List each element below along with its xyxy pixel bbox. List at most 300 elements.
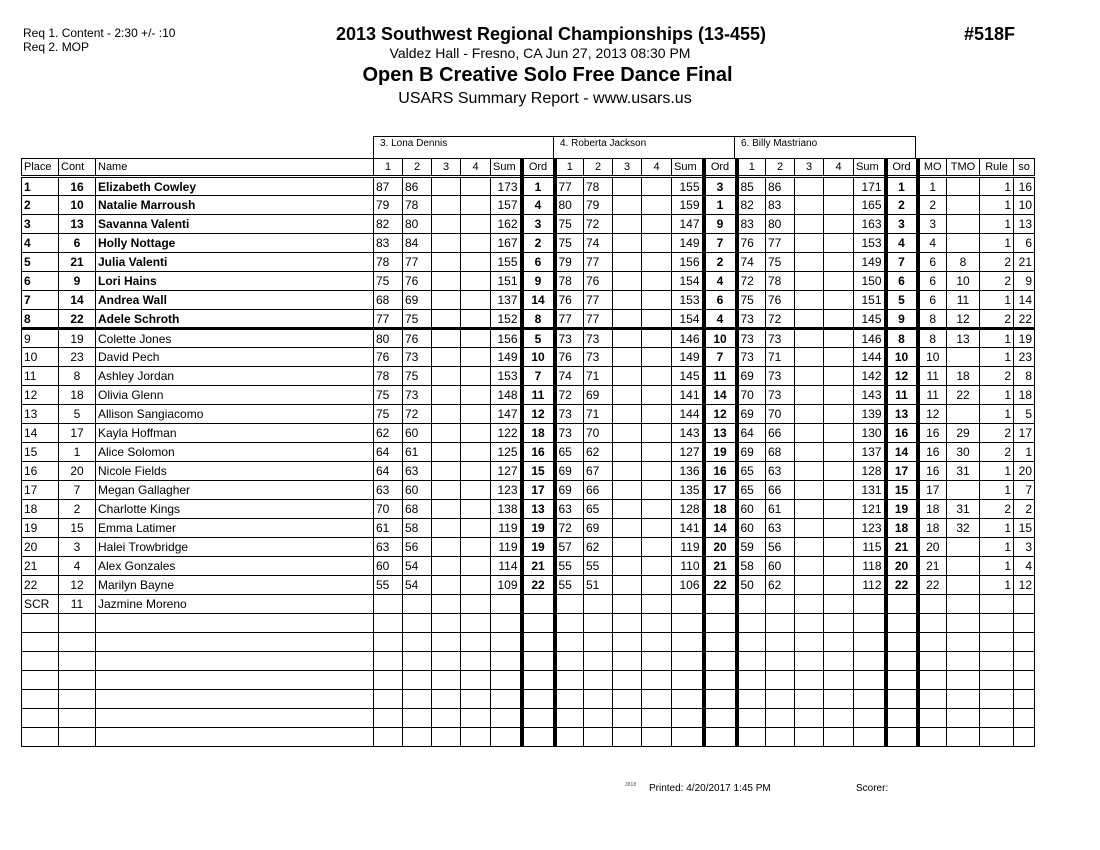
blank-cell bbox=[374, 690, 403, 709]
tmo-cell: 31 bbox=[947, 462, 980, 481]
score-3-cell bbox=[432, 462, 461, 481]
score-1-cell: 82 bbox=[374, 215, 403, 234]
score-3-cell bbox=[432, 177, 461, 196]
blank-cell bbox=[947, 633, 980, 652]
blank-cell bbox=[432, 690, 461, 709]
sum-cell: 144 bbox=[854, 348, 886, 367]
score-2-cell: 80 bbox=[403, 215, 432, 234]
score-1-cell: 72 bbox=[555, 386, 584, 405]
blank-row bbox=[22, 690, 1035, 709]
col-j3-ord: Ord bbox=[886, 159, 918, 177]
ordinal-cell: 7 bbox=[522, 367, 555, 386]
table-row bbox=[22, 500, 1035, 519]
col-j1-s3: 3 bbox=[432, 159, 461, 177]
blank-cell bbox=[96, 652, 374, 671]
tmo-cell bbox=[947, 177, 980, 196]
sum-cell: 110 bbox=[672, 557, 704, 576]
score-1-cell bbox=[555, 595, 584, 614]
event-number: #518F bbox=[964, 24, 1016, 44]
score-4-cell bbox=[461, 329, 491, 348]
blank-cell bbox=[704, 728, 737, 747]
tmo-cell: 10 bbox=[947, 272, 980, 291]
sum-cell: 112 bbox=[854, 576, 886, 595]
name-cell: Elizabeth Cowley bbox=[96, 177, 374, 196]
name-cell: Marilyn Bayne bbox=[96, 576, 374, 595]
score-4-cell bbox=[642, 576, 672, 595]
sum-cell: 142 bbox=[854, 367, 886, 386]
place-cell: 3 bbox=[22, 215, 59, 234]
mo-cell: 16 bbox=[918, 443, 947, 462]
so-cell: 8 bbox=[1014, 367, 1035, 386]
score-3-cell bbox=[613, 576, 642, 595]
score-1-cell: 55 bbox=[374, 576, 403, 595]
score-2-cell: 75 bbox=[766, 253, 795, 272]
score-4-cell bbox=[824, 424, 854, 443]
sum-cell: 151 bbox=[854, 291, 886, 310]
place-cell: 1 bbox=[22, 177, 59, 196]
blank-cell bbox=[947, 671, 980, 690]
sum-cell: 155 bbox=[491, 253, 522, 272]
table-row bbox=[22, 272, 1035, 291]
blank-cell bbox=[522, 709, 555, 728]
ordinal-cell: 9 bbox=[522, 272, 555, 291]
cont-cell: 19 bbox=[59, 329, 96, 348]
col-j2-s1: 1 bbox=[555, 159, 584, 177]
score-1-cell: 75 bbox=[374, 405, 403, 424]
score-4-cell bbox=[642, 272, 672, 291]
score-2-cell: 60 bbox=[403, 481, 432, 500]
score-4-cell bbox=[824, 462, 854, 481]
ordinal-cell: 4 bbox=[886, 234, 918, 253]
score-4-cell bbox=[461, 234, 491, 253]
so-cell: 23 bbox=[1014, 348, 1035, 367]
score-3-cell bbox=[432, 500, 461, 519]
score-2-cell: 76 bbox=[403, 272, 432, 291]
ordinal-cell: 14 bbox=[522, 291, 555, 310]
score-3-cell bbox=[432, 272, 461, 291]
so-cell: 2 bbox=[1014, 500, 1035, 519]
score-1-cell: 72 bbox=[737, 272, 766, 291]
score-4-cell bbox=[642, 367, 672, 386]
score-4-cell bbox=[642, 196, 672, 215]
place-cell: SCR bbox=[22, 595, 59, 614]
so-cell: 21 bbox=[1014, 253, 1035, 272]
table-row bbox=[22, 443, 1035, 462]
score-4-cell bbox=[461, 348, 491, 367]
blank-cell bbox=[642, 633, 672, 652]
requirement-1: Req 1. Content - 2:30 +/- :10 bbox=[23, 26, 176, 40]
ordinal-cell: 18 bbox=[886, 519, 918, 538]
blank-cell bbox=[672, 671, 704, 690]
mo-cell: 8 bbox=[918, 329, 947, 348]
name-cell: Lori Hains bbox=[96, 272, 374, 291]
score-4-cell bbox=[461, 386, 491, 405]
ordinal-cell: 12 bbox=[704, 405, 737, 424]
blank-cell bbox=[918, 728, 947, 747]
name-cell: Allison Sangiacomo bbox=[96, 405, 374, 424]
score-3-cell bbox=[613, 538, 642, 557]
blank-cell bbox=[374, 652, 403, 671]
blank-cell bbox=[795, 671, 824, 690]
blank-cell bbox=[795, 633, 824, 652]
score-3-cell bbox=[432, 253, 461, 272]
sum-cell: 153 bbox=[491, 367, 522, 386]
score-4-cell bbox=[824, 481, 854, 500]
sum-cell: 156 bbox=[491, 329, 522, 348]
score-2-cell: 54 bbox=[403, 557, 432, 576]
ordinal-cell: 2 bbox=[704, 253, 737, 272]
score-3-cell bbox=[795, 538, 824, 557]
sum-cell: 138 bbox=[491, 500, 522, 519]
score-1-cell: 76 bbox=[737, 234, 766, 253]
table-row bbox=[22, 367, 1035, 386]
mo-cell: 10 bbox=[918, 348, 947, 367]
sum-cell: 115 bbox=[854, 538, 886, 557]
tmo-cell: 12 bbox=[947, 310, 980, 329]
mo-cell: 18 bbox=[918, 519, 947, 538]
score-2-cell: 80 bbox=[766, 215, 795, 234]
score-2-cell: 69 bbox=[584, 386, 613, 405]
ordinal-cell: 11 bbox=[886, 386, 918, 405]
ordinal-cell: 18 bbox=[704, 500, 737, 519]
blank-cell bbox=[704, 614, 737, 633]
score-2-cell: 54 bbox=[403, 576, 432, 595]
score-3-cell bbox=[795, 348, 824, 367]
score-1-cell: 80 bbox=[374, 329, 403, 348]
score-4-cell bbox=[824, 519, 854, 538]
ordinal-cell: 4 bbox=[522, 196, 555, 215]
blank-cell bbox=[22, 671, 59, 690]
blank-cell bbox=[642, 652, 672, 671]
name-cell: Charlotte Kings bbox=[96, 500, 374, 519]
tmo-cell: 8 bbox=[947, 253, 980, 272]
sum-cell: 167 bbox=[491, 234, 522, 253]
blank-cell bbox=[555, 709, 584, 728]
score-2-cell: 58 bbox=[403, 519, 432, 538]
blank-cell bbox=[766, 728, 795, 747]
score-2-cell bbox=[403, 595, 432, 614]
score-3-cell bbox=[613, 481, 642, 500]
blank-cell bbox=[766, 652, 795, 671]
table-row bbox=[22, 462, 1035, 481]
score-2-cell: 83 bbox=[766, 196, 795, 215]
score-2-cell: 63 bbox=[403, 462, 432, 481]
score-2-cell: 75 bbox=[403, 367, 432, 386]
place-cell: 7 bbox=[22, 291, 59, 310]
score-3-cell bbox=[613, 234, 642, 253]
place-cell: 8 bbox=[22, 310, 59, 329]
blank-cell bbox=[522, 633, 555, 652]
score-2-cell: 73 bbox=[766, 367, 795, 386]
mo-cell: 18 bbox=[918, 500, 947, 519]
score-3-cell bbox=[795, 177, 824, 196]
requirement-2: Req 2. MOP bbox=[23, 40, 90, 54]
blank-row bbox=[22, 614, 1035, 633]
sum-cell: 128 bbox=[672, 500, 704, 519]
score-3-cell bbox=[432, 576, 461, 595]
score-3-cell bbox=[795, 215, 824, 234]
sum-cell: 118 bbox=[854, 557, 886, 576]
blank-cell bbox=[22, 633, 59, 652]
so-cell bbox=[1014, 595, 1035, 614]
ordinal-cell: 18 bbox=[522, 424, 555, 443]
score-4-cell bbox=[824, 500, 854, 519]
blank-cell bbox=[980, 728, 1014, 747]
blank-cell bbox=[886, 652, 918, 671]
rule-cell: 1 bbox=[980, 519, 1014, 538]
score-1-cell: 60 bbox=[737, 500, 766, 519]
rule-cell bbox=[980, 595, 1014, 614]
blank-cell bbox=[737, 633, 766, 652]
score-4-cell bbox=[642, 481, 672, 500]
place-cell: 6 bbox=[22, 272, 59, 291]
blank-cell bbox=[555, 633, 584, 652]
score-3-cell bbox=[613, 443, 642, 462]
sum-cell: 165 bbox=[854, 196, 886, 215]
ordinal-cell: 16 bbox=[522, 443, 555, 462]
score-1-cell: 63 bbox=[555, 500, 584, 519]
tmo-cell: 32 bbox=[947, 519, 980, 538]
score-4-cell bbox=[461, 481, 491, 500]
ordinal-cell: 19 bbox=[704, 443, 737, 462]
blank-cell bbox=[432, 614, 461, 633]
score-2-cell: 55 bbox=[584, 557, 613, 576]
blank-cell bbox=[947, 690, 980, 709]
blank-cell bbox=[704, 671, 737, 690]
tmo-cell bbox=[947, 557, 980, 576]
score-1-cell: 64 bbox=[737, 424, 766, 443]
score-1-cell: 77 bbox=[555, 310, 584, 329]
table-row bbox=[22, 481, 1035, 500]
sum-cell: 149 bbox=[491, 348, 522, 367]
score-4-cell bbox=[824, 329, 854, 348]
rule-cell: 1 bbox=[980, 348, 1014, 367]
sum-cell: 156 bbox=[672, 253, 704, 272]
score-4-cell bbox=[642, 386, 672, 405]
score-4-cell bbox=[461, 291, 491, 310]
score-3-cell bbox=[613, 386, 642, 405]
score-3-cell bbox=[795, 367, 824, 386]
blank-cell bbox=[980, 671, 1014, 690]
col-so: so bbox=[1014, 159, 1035, 177]
rule-cell: 1 bbox=[980, 557, 1014, 576]
tmo-cell: 11 bbox=[947, 291, 980, 310]
cont-cell: 3 bbox=[59, 538, 96, 557]
score-1-cell: 78 bbox=[374, 253, 403, 272]
score-1-cell: 69 bbox=[737, 443, 766, 462]
ordinal-cell: 19 bbox=[522, 519, 555, 538]
col-j3-s3: 3 bbox=[795, 159, 824, 177]
score-4-cell bbox=[461, 500, 491, 519]
blank-cell bbox=[886, 633, 918, 652]
score-3-cell bbox=[795, 462, 824, 481]
score-3-cell bbox=[613, 367, 642, 386]
blank-cell bbox=[1014, 709, 1035, 728]
ordinal-cell: 16 bbox=[886, 424, 918, 443]
score-3-cell bbox=[432, 595, 461, 614]
sum-cell: 154 bbox=[672, 310, 704, 329]
blank-cell bbox=[947, 652, 980, 671]
blank-cell bbox=[461, 633, 491, 652]
blank-cell bbox=[854, 633, 886, 652]
blank-cell bbox=[795, 709, 824, 728]
mo-cell: 16 bbox=[918, 462, 947, 481]
score-1-cell: 50 bbox=[737, 576, 766, 595]
score-3-cell bbox=[432, 310, 461, 329]
sum-cell: 114 bbox=[491, 557, 522, 576]
sum-cell: 149 bbox=[672, 348, 704, 367]
ordinal-cell: 20 bbox=[704, 538, 737, 557]
table-row bbox=[22, 196, 1035, 215]
blank-cell bbox=[824, 690, 854, 709]
score-4-cell bbox=[824, 443, 854, 462]
blank-cell bbox=[491, 614, 522, 633]
score-2-cell: 66 bbox=[766, 481, 795, 500]
table-row bbox=[22, 595, 1035, 614]
score-1-cell: 65 bbox=[737, 462, 766, 481]
table-row bbox=[22, 253, 1035, 272]
score-1-cell: 82 bbox=[737, 196, 766, 215]
tmo-cell bbox=[947, 405, 980, 424]
so-cell: 14 bbox=[1014, 291, 1035, 310]
score-2-cell: 61 bbox=[766, 500, 795, 519]
col-j1-sum: Sum bbox=[491, 159, 522, 177]
blank-cell bbox=[22, 652, 59, 671]
rule-cell: 2 bbox=[980, 443, 1014, 462]
blank-cell bbox=[374, 614, 403, 633]
blank-row bbox=[22, 709, 1035, 728]
blank-cell bbox=[918, 690, 947, 709]
name-cell: David Pech bbox=[96, 348, 374, 367]
score-4-cell bbox=[461, 557, 491, 576]
blank-cell bbox=[491, 709, 522, 728]
score-1-cell bbox=[737, 595, 766, 614]
name-cell: Holly Nottage bbox=[96, 234, 374, 253]
blank-cell bbox=[795, 652, 824, 671]
mo-cell: 16 bbox=[918, 424, 947, 443]
blank-cell bbox=[642, 671, 672, 690]
ordinal-cell: 1 bbox=[522, 177, 555, 196]
ordinal-cell: 11 bbox=[522, 386, 555, 405]
score-2-cell: 66 bbox=[766, 424, 795, 443]
score-2-cell: 76 bbox=[403, 329, 432, 348]
score-3-cell bbox=[795, 500, 824, 519]
score-4-cell bbox=[461, 215, 491, 234]
score-2-cell: 63 bbox=[766, 462, 795, 481]
ordinal-cell bbox=[704, 595, 737, 614]
score-3-cell bbox=[613, 310, 642, 329]
blank-cell bbox=[1014, 671, 1035, 690]
score-4-cell bbox=[824, 291, 854, 310]
sum-cell: 123 bbox=[491, 481, 522, 500]
place-cell: 20 bbox=[22, 538, 59, 557]
mo-cell: 21 bbox=[918, 557, 947, 576]
place-cell: 2 bbox=[22, 196, 59, 215]
col-j2-s2: 2 bbox=[584, 159, 613, 177]
sum-cell: 145 bbox=[672, 367, 704, 386]
table-row bbox=[22, 519, 1035, 538]
mo-cell: 11 bbox=[918, 386, 947, 405]
col-j2-s4: 4 bbox=[642, 159, 672, 177]
score-3-cell bbox=[795, 405, 824, 424]
name-cell: Savanna Valenti bbox=[96, 215, 374, 234]
blank-cell bbox=[947, 614, 980, 633]
score-4-cell bbox=[642, 177, 672, 196]
blank-cell bbox=[584, 709, 613, 728]
sum-cell: 149 bbox=[854, 253, 886, 272]
score-1-cell: 73 bbox=[555, 329, 584, 348]
sum-cell bbox=[491, 595, 522, 614]
blank-cell bbox=[491, 652, 522, 671]
sum-cell: 127 bbox=[491, 462, 522, 481]
sum-cell: 145 bbox=[854, 310, 886, 329]
blank-cell bbox=[886, 709, 918, 728]
score-2-cell: 74 bbox=[584, 234, 613, 253]
score-1-cell: 62 bbox=[374, 424, 403, 443]
score-1-cell: 76 bbox=[555, 291, 584, 310]
score-3-cell bbox=[613, 424, 642, 443]
score-3-cell bbox=[432, 367, 461, 386]
score-4-cell bbox=[824, 196, 854, 215]
score-3-cell bbox=[795, 291, 824, 310]
sum-cell: 125 bbox=[491, 443, 522, 462]
blank-cell bbox=[886, 728, 918, 747]
score-3-cell bbox=[432, 481, 461, 500]
report-line: USARS Summary Report - www.usars.us bbox=[398, 90, 692, 107]
mo-cell: 6 bbox=[918, 291, 947, 310]
score-4-cell bbox=[461, 196, 491, 215]
cont-cell: 14 bbox=[59, 291, 96, 310]
sum-cell bbox=[854, 595, 886, 614]
venue-line: Valdez Hall - Fresno, CA Jun 27, 2013 08:30 PM bbox=[389, 45, 691, 61]
sum-cell: 147 bbox=[491, 405, 522, 424]
so-cell: 19 bbox=[1014, 329, 1035, 348]
sum-cell: 159 bbox=[672, 196, 704, 215]
score-1-cell: 74 bbox=[555, 367, 584, 386]
sum-cell: 121 bbox=[854, 500, 886, 519]
sum-cell: 146 bbox=[672, 329, 704, 348]
score-4-cell bbox=[824, 595, 854, 614]
score-3-cell bbox=[795, 386, 824, 405]
cont-cell: 1 bbox=[59, 443, 96, 462]
cont-cell: 21 bbox=[59, 253, 96, 272]
tmo-cell: 29 bbox=[947, 424, 980, 443]
sum-cell: 141 bbox=[672, 386, 704, 405]
place-cell: 9 bbox=[22, 329, 59, 348]
score-1-cell: 79 bbox=[374, 196, 403, 215]
score-1-cell: 77 bbox=[374, 310, 403, 329]
score-3-cell bbox=[432, 329, 461, 348]
score-1-cell: 74 bbox=[737, 253, 766, 272]
name-cell: Julia Valenti bbox=[96, 253, 374, 272]
blank-cell bbox=[403, 690, 432, 709]
score-2-cell: 66 bbox=[584, 481, 613, 500]
ordinal-cell: 6 bbox=[886, 272, 918, 291]
so-cell: 7 bbox=[1014, 481, 1035, 500]
col-mo: MO bbox=[918, 159, 947, 177]
score-2-cell: 61 bbox=[403, 443, 432, 462]
rule-cell: 2 bbox=[980, 272, 1014, 291]
blank-cell bbox=[737, 709, 766, 728]
col-place: Place bbox=[22, 159, 59, 177]
header-row bbox=[22, 159, 1035, 177]
place-cell: 12 bbox=[22, 386, 59, 405]
ordinal-cell: 17 bbox=[886, 462, 918, 481]
blank-cell bbox=[1014, 652, 1035, 671]
table-row bbox=[22, 348, 1035, 367]
score-2-cell: 84 bbox=[403, 234, 432, 253]
blank-cell bbox=[461, 652, 491, 671]
